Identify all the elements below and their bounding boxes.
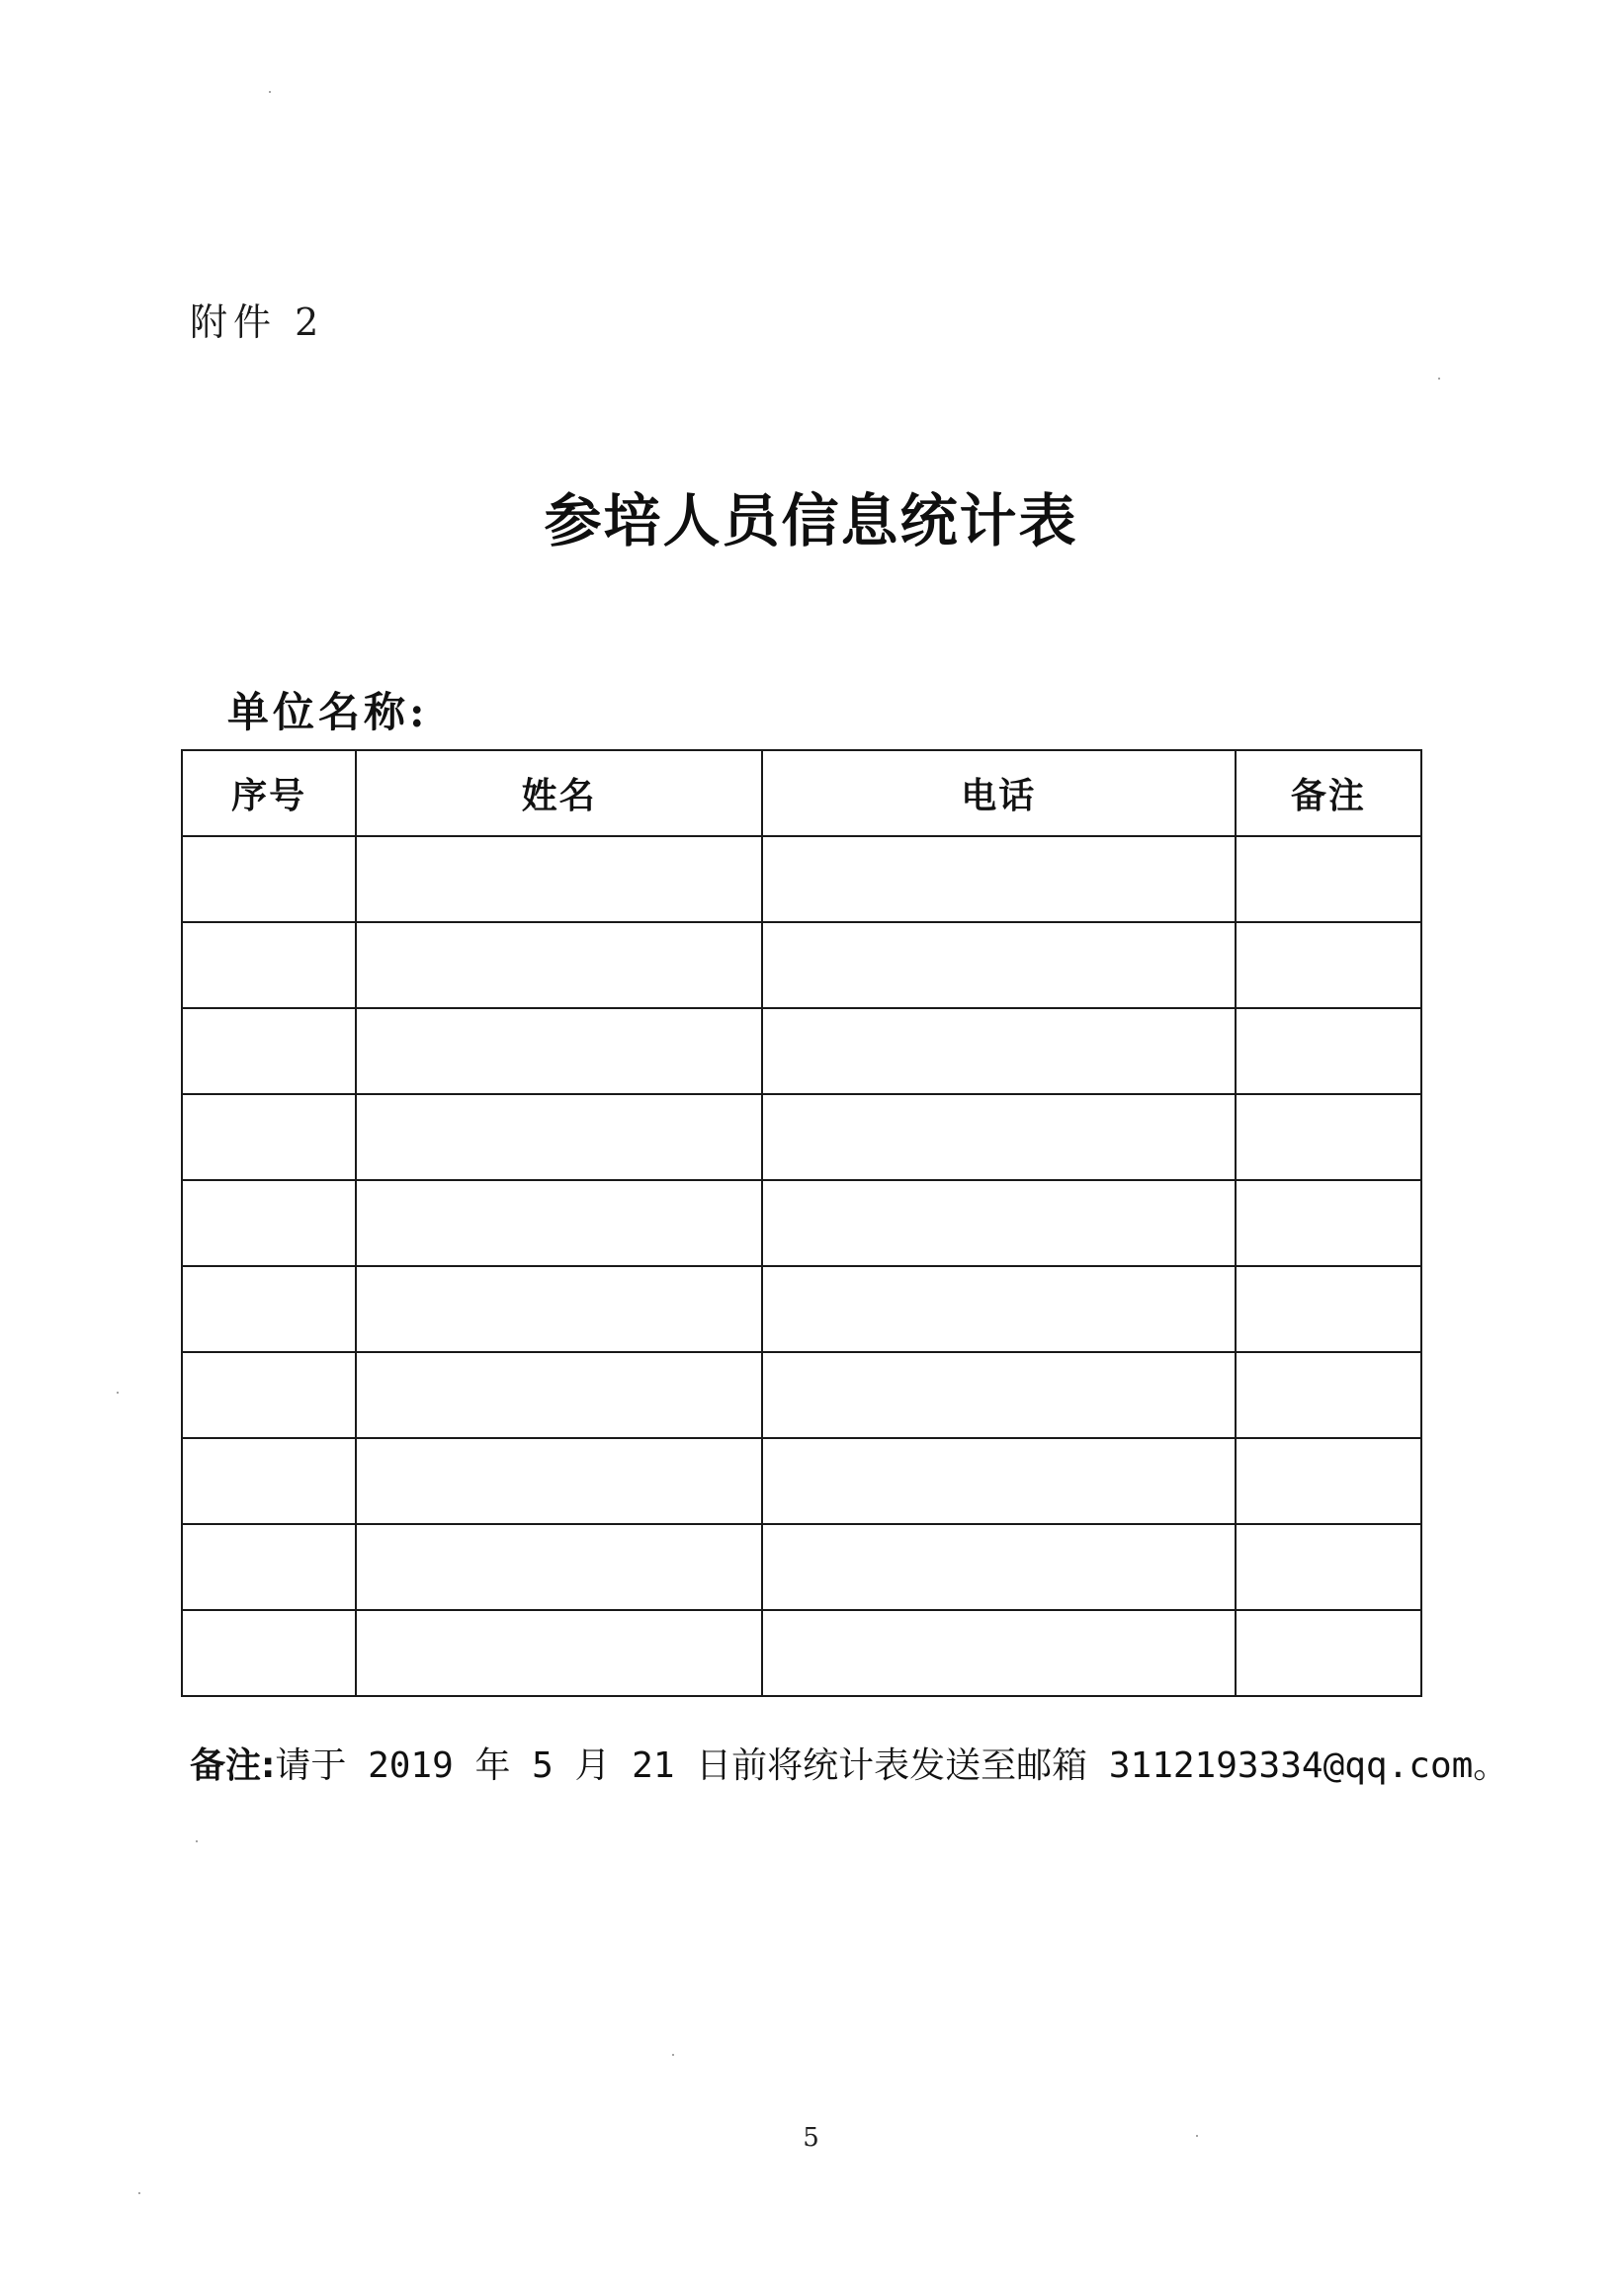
scan-speck [117, 1392, 119, 1394]
scan-speck [138, 2192, 140, 2194]
cell-remarks [1236, 1094, 1421, 1180]
scan-speck [269, 91, 271, 93]
participant-table-wrapper [181, 749, 1422, 1697]
cell-remarks [1236, 1610, 1421, 1696]
cell-remarks [1236, 1266, 1421, 1352]
header-remarks: 备注 [1236, 750, 1421, 836]
header-serial-number: 序号 [182, 750, 356, 836]
cell-serial-number [182, 1352, 356, 1438]
cell-remarks [1236, 1352, 1421, 1438]
attachment-label: 附件 2 [190, 300, 325, 344]
page-number: 5 [803, 2123, 819, 2153]
cell-serial-number [182, 1180, 356, 1266]
unit-name-label: 单位名称: [227, 688, 429, 736]
cell-phone [762, 922, 1236, 1008]
table-header-row [182, 750, 1421, 836]
table-row [182, 1180, 1421, 1266]
cell-name [356, 922, 762, 1008]
participant-info-table [181, 749, 1422, 1697]
table-row [182, 836, 1421, 922]
table-row [182, 922, 1421, 1008]
cell-remarks [1236, 1180, 1421, 1266]
cell-name [356, 1266, 762, 1352]
cell-name [356, 1094, 762, 1180]
cell-serial-number [182, 1008, 356, 1094]
cell-name [356, 1438, 762, 1524]
header-name: 姓名 [356, 750, 762, 836]
table-row [182, 1524, 1421, 1610]
cell-name [356, 1352, 762, 1438]
footnote-text: 请于 2019 年 5 月 21 日前将统计表发送至邮箱 3112193334@qq.com。 [275, 1745, 1509, 1786]
cell-name [356, 1524, 762, 1610]
cell-remarks [1236, 836, 1421, 922]
table-row [182, 1352, 1421, 1438]
cell-phone [762, 1094, 1236, 1180]
cell-serial-number [182, 1094, 356, 1180]
table-row [182, 1610, 1421, 1696]
cell-serial-number [182, 922, 356, 1008]
cell-name [356, 1008, 762, 1094]
cell-name [356, 836, 762, 922]
header-phone: 电话 [762, 750, 1236, 836]
scan-speck [1438, 378, 1440, 380]
cell-serial-number [182, 1266, 356, 1352]
footnote-label: 备注: [190, 1745, 276, 1786]
cell-phone [762, 1524, 1236, 1610]
cell-phone [762, 1610, 1236, 1696]
cell-serial-number [182, 1524, 356, 1610]
cell-phone [762, 1266, 1236, 1352]
table-row [182, 1266, 1421, 1352]
scan-speck [672, 2054, 674, 2056]
cell-phone [762, 1180, 1236, 1266]
footnote [190, 1738, 1508, 1788]
cell-remarks [1236, 1008, 1421, 1094]
cell-remarks [1236, 1524, 1421, 1610]
scan-speck [1196, 2135, 1198, 2137]
cell-phone [762, 836, 1236, 922]
cell-name [356, 1610, 762, 1696]
cell-phone [762, 1438, 1236, 1524]
cell-phone [762, 1352, 1236, 1438]
cell-name [356, 1180, 762, 1266]
page-title: 参培人员信息统计表 [544, 487, 1078, 554]
cell-remarks [1236, 1438, 1421, 1524]
table-row [182, 1438, 1421, 1524]
cell-remarks [1236, 922, 1421, 1008]
table-row [182, 1094, 1421, 1180]
cell-phone [762, 1008, 1236, 1094]
table-row [182, 1008, 1421, 1094]
cell-serial-number [182, 836, 356, 922]
cell-serial-number [182, 1610, 356, 1696]
scan-speck [196, 1840, 198, 1842]
cell-serial-number [182, 1438, 356, 1524]
